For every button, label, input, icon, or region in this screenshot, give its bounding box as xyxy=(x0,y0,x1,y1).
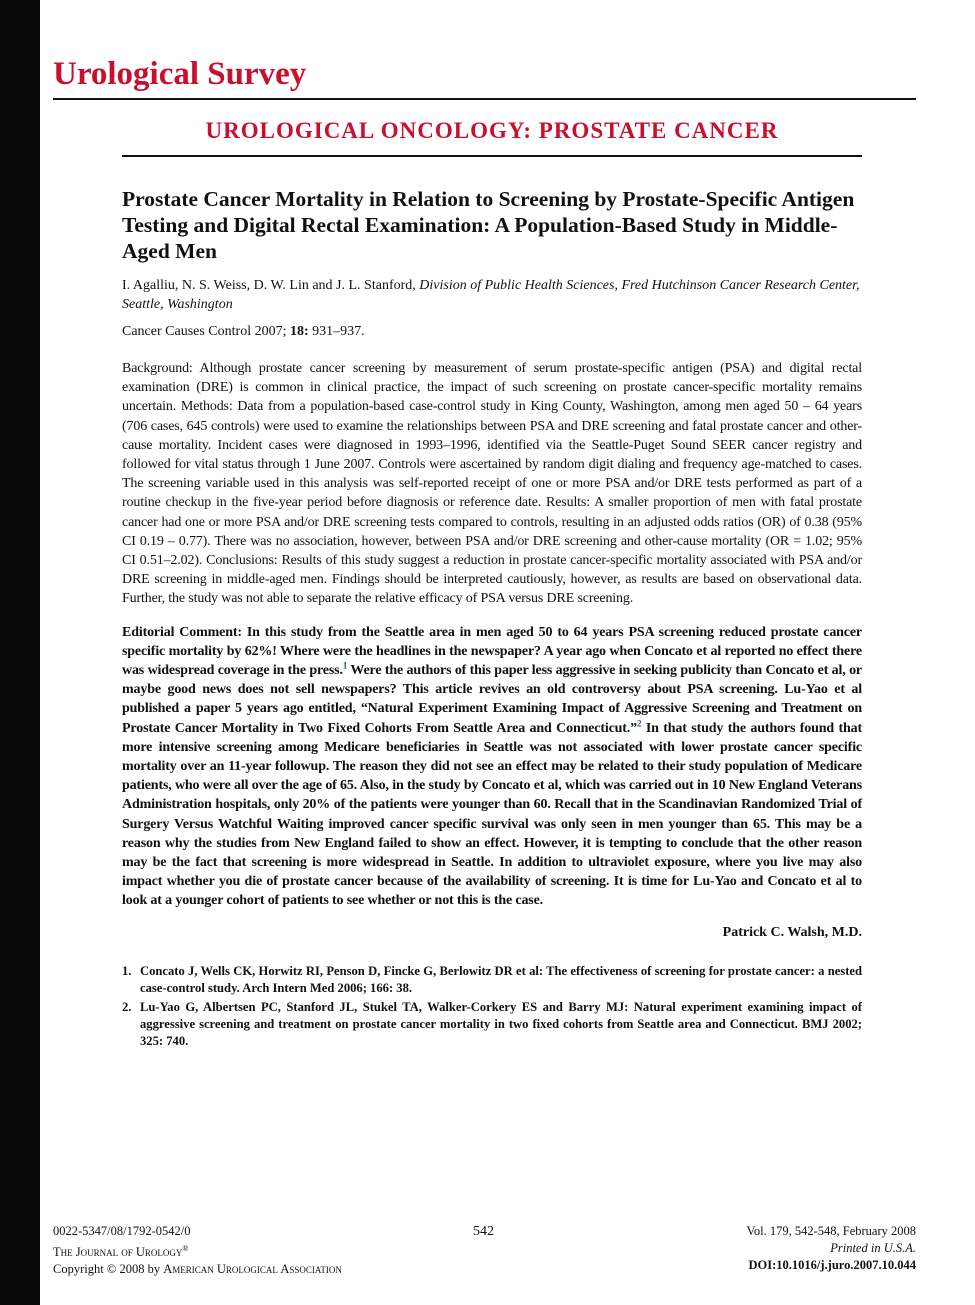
author-line xyxy=(122,276,862,314)
doi[interactable]: DOI:10.1016/j.juro.2007.10.044 xyxy=(748,1258,916,1272)
citation xyxy=(122,322,862,341)
copyright: Copyright © 2008 by xyxy=(53,1262,161,1277)
reference-number: 1. xyxy=(122,963,132,978)
abstract: Background: Although prostate cancer screening by measurement of serum prostate-specific antigen (PSA) and digital rectal examination (DRE) is common in clinical practice, the impact of such screening on prostate cancer-specific mortality remains uncertain. Methods: Data from a population-based case-control study in King County, Washington, among men aged 50 – 64 years (706 cases, 645 controls) were used to examine the relationships between PSA and DRE screening and fatal prostate cancer and other-cause mortality. Incident cases were diagnosed in 1993–1996, identified via the Seattle-Puget Sound SEER cancer registry and followed for vital status through 1 June 2007. Controls were ascertained by random digit dialing and frequency age-matched to cases. The screening variable used in this analysis was self-reported receipt of one or more PSA and/or DRE tests performed as part of a routine checkup in the five-year period before diagnosis or reference date. Results: A smaller proportion of men with fatal prostate cancer had one or more PSA and/or DRE screening tests compared to controls, resulting in an adjusted odds ratios (OR) of 0.38 (95% CI 0.19 – 0.77). There was no association, however, between PSA and/or DRE screening and other-cause mortality (OR = 1.02; 95% CI 0.51–2.02). Conclusions: Results of this study suggest a reduction in prostate cancer-specific mortality associated with PSA and/or DRE screening in middle-aged men. Findings should be interpreted cautiously, however, as results are based on observational data. Further, the study was not able to separate the relative efficacy of PSA versus DRE screening. xyxy=(122,361,862,607)
section-rule xyxy=(122,155,862,157)
editorial-part-1: Editorial Comment: In this study from the Seattle area in men aged 50 to 64 years PSA screening reduced prostate cancer specific mortality by 62%! Where were the headlines in the newspaper? A year ago when Concato et al reported no effect there was widespread coverage in the press. xyxy=(122,624,862,679)
citation-volume: 18: xyxy=(289,324,309,339)
printed-in: Printed in U.S.A. xyxy=(830,1241,916,1255)
journal-name: The Journal of Urology xyxy=(53,1245,183,1260)
left-margin-bar xyxy=(0,0,40,1305)
reference-text: Concato J, Wells CK, Horwitz RI, Penson D, Fincke G, Berlowitz DR et al: The effectiveness of screening for prostate cancer: a nested case-control study. Arch Intern Med 2006; 166: 38. xyxy=(140,963,862,995)
footer-right xyxy=(746,1223,916,1274)
page-number: 542 xyxy=(473,1224,494,1239)
citation-pages: 931–937. xyxy=(312,324,365,339)
reference-list xyxy=(122,963,862,1050)
reference-item xyxy=(122,999,862,1050)
reference-link-1[interactable]: 1 xyxy=(342,660,348,671)
association-name: American Urological Association xyxy=(163,1262,342,1277)
affiliation: Division of Public Health Sciences, Fred Hutchinson Cancer Research Center, Seattle, Washington xyxy=(122,278,860,312)
reference-link-2[interactable]: 2 xyxy=(637,718,642,728)
section-heading: UROLOGICAL ONCOLOGY: PROSTATE CANCER xyxy=(205,118,779,143)
citation-journal: Cancer Causes Control 2007; xyxy=(122,324,287,339)
volume-info: Vol. 179, 542-548, February 2008 xyxy=(746,1224,916,1238)
issn: 0022-5347/08/1792-0542/0 xyxy=(53,1224,191,1238)
reference-item xyxy=(122,963,862,997)
authors: I. Agalliu, N. S. Weiss, D. W. Lin and J. L. Stanford, xyxy=(122,278,416,293)
editorial-signature: Patrick C. Walsh, M.D. xyxy=(722,924,862,940)
editorial-comment xyxy=(122,623,862,911)
article-body xyxy=(122,186,862,1066)
header-rule xyxy=(53,98,916,100)
reference-text: Lu-Yao G, Albertsen PC, Stanford JL, Stukel TA, Walker-Corkery ES and Barry MJ: Natural experiment examining impact of aggressive screening and treatment on prostate cancer mortality in two fixed cohorts from Seattle area and Connecticut. BMJ 2002; 325: 740. xyxy=(140,999,862,1048)
editorial-part-3: In that study the authors found that more intensive screening among Medicare beneficiaries in Seattle was not associated with lower prostate cancer specific mortality over an 11-year followup. The reason they did not see an effect may be related to their study population of Medicare patients, who were all over the age of 65. Also, in the study by Concato et al, which was carried out in 10 New England Veterans Administration hospitals, only 20% of the patients were younger than 60. Recall that in the Scandinavian Randomized Trial of Surgery Versus Watchful Waiting improved cancer specific survival was only seen in men younger than 65. This may be a reason why the studies from New England failed to show an effect. However, it is tempting to conclude that the other reason may be the fact that screening is more widespread in Seattle. In addition to ultraviolet exposure, where you live may also impact whether you die of prostate cancer because of the availability of screening. It is time for Lu-Yao and Concato et al to look at a younger cohort of patients to see whether or not this is the case. xyxy=(122,720,862,909)
article-title: Prostate Cancer Mortality in Relation to Screening by Prostate-Specific Antigen Testing and Digital Rectal Examination: A Population-Based Study in Middle-Aged Men xyxy=(122,187,855,263)
editorial-part-2: Were the authors of this paper less aggressive in seeking publicity than Concato et al, or maybe good news does not sell newspapers? This article revives an old controversy about PSA screening. Lu-Yao et al published a paper 5 years ago entitled, “Natural Experiment Examining Impact of Aggressive Screening and Treatment on Prostate Cancer Mortality in Two Fixed Cohorts From Seattle Area and Connecticut.” xyxy=(122,663,862,736)
reference-number: 2. xyxy=(122,999,132,1014)
footer-left xyxy=(53,1223,342,1278)
journal-section-title: Urological Survey xyxy=(53,56,307,92)
registered-mark: ® xyxy=(182,1244,189,1253)
